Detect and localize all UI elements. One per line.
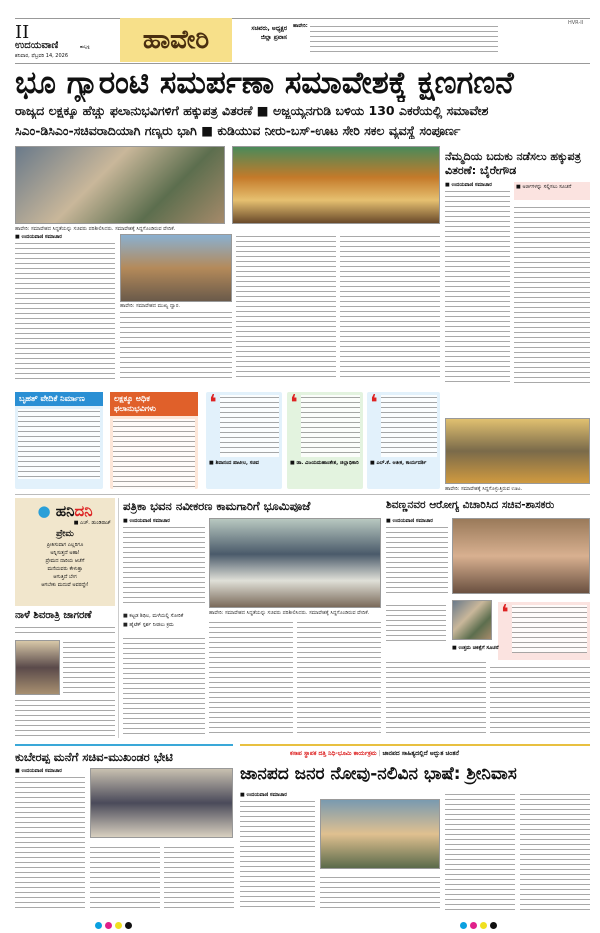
kuberappa-text-1 [15,775,85,910]
shivanna-portrait [452,600,492,640]
quote-mark-icon: ❛ [290,391,298,416]
column-title-b: ದನಿ [74,502,93,520]
press-photo-caption: ಹಾವೇರಿ: ಸಮಾವೇಶದ ಸಿದ್ಧತೆಯನ್ನು ಸಚಿವರು ಪರಿಶೀಲಿಸಿದರು. ಸಮಾವೇಶಕ್ಕೆ ಸಿದ್ಧಗೊಂಡಿರುವ ವೇದಿಕೆ. [209,610,370,616]
kuberappa-text-2 [90,845,160,910]
kuberappa-text-3 [164,845,234,910]
quote-text [220,395,279,457]
shivaratri-text-bottom [15,698,115,736]
lead-headline: ಭೂ ಗ್ಯಾರಂಟಿ ಸಮರ್ಪಣಾ ಸಮಾವೇಶಕ್ಕೆ ಕ್ಷಣಗಣನೆ [15,65,514,101]
side-story-text-2 [514,205,590,385]
poem-line: ಆಗುತ್ತಿದೆ ಬೇಗ [53,574,77,580]
poem-title: ಪ್ರೇಮ [56,529,74,539]
janapada-headline: ಜಾನಪದ ಜನರ ನೋವು-ನಲಿವಿನ ಭಾಷೆ: ಶ್ರೀನಿವಾಸ [240,764,517,784]
press-text-1 [123,525,205,605]
top-rule [15,18,590,19]
janapada-photo [320,799,440,869]
quote-mark-icon: ❛ [370,391,378,416]
janapada-text-1 [240,799,315,910]
section-rule [15,494,590,495]
lead-subheadline-2: ಸಿಎಂ-ಡಿಸಿಎಂ-ಸಚಿವರಾದಿಯಾಗಿ ಗಣ್ಯರು ಭಾಗಿ ■ ಕುಡಿಯುವ ನೀರು-ಬಸ್-ಊಟ ಸೇರಿ ಸಕಲ ವ್ಯವಸ್ಥೆ ಸಂಪೂರ್ಣ [15,123,461,138]
lead-text-col4 [340,234,440,381]
page-code: HVR-II [568,20,584,26]
shivanna-photo [452,518,590,594]
poem-line: ಪ್ರೇಮದ ದಾರಿಯ ಆಚೆಗೆ [45,558,85,564]
issue-date: ಶನಿವಾರ, ಫೆಬ್ರವರಿ 14, 2026 [15,53,69,59]
janapada-text-2 [320,875,440,910]
brief-dateline: ಹಾವೇರಿ: [293,23,308,29]
press-bhavan-headline: ಪತ್ರಿಕಾ ಭವನ ನವೀಕರಣ ಕಾಮಗಾರಿಗೆ ಭೂಮಿಪೂಜೆ [123,499,311,513]
gate-photo-caption: ಹಾವೇರಿ: ಸಮಾವೇಶದ ಮುಖ್ಯ ದ್ವಾರ. [120,303,180,309]
press-text-2 [123,636,205,736]
supplement-name: ಹುಬ್ಬಳ್ಳಿ [80,44,90,49]
quote-author: ■ ಎಲ್.ಕೆ. ಅತೀಕ, ಕಾರ್ಯದರ್ಶಿ [370,460,427,466]
city-banner: ಹಾವೇರಿ [120,18,232,62]
lead-text-col3 [236,234,336,381]
shivanna-text-2 [386,603,446,643]
poem-line: ಪ್ರೀತಿಸುವಾಗ ಎಲ್ಲರಿಗೂ [46,542,84,548]
quote-author: ■ ಶಿವಾನಂದ ಪಾಟೀಲ, ಸಚಿವ [209,460,259,466]
side-story-photo-caption: ಹಾವೇರಿ: ಸಮಾವೇಶಕ್ಕೆ ಸಿದ್ಧಗೊಳ್ಳುತ್ತಿರುವ ಊಟ. [445,486,523,492]
press-text-4 [297,620,381,736]
column-divider [118,498,119,738]
janapada-text-3 [445,792,515,910]
quote-text [301,395,360,457]
shivanna-text-4 [490,665,590,736]
poem [19,541,111,589]
quote-mark-icon: ❛ [501,601,509,626]
info-box-text [18,409,100,479]
column-title-a: ಹನಿ [55,502,75,520]
side-story-photo [445,418,590,484]
shivanna-text-3 [386,660,486,736]
press-text-3 [209,620,293,736]
quote-text [512,605,587,653]
quote-author: ■ ಡಾ. ವಿಜಯಮಹಾಂತೇಶ, ಜಿಲ್ಲಾಧಿಕಾರಿ [290,460,359,466]
quote-box-1 [206,392,282,489]
janapada-rule [240,744,590,746]
info-box-title: ಲಕ್ಷಕ್ಕೂ ಅಧಿಕ ಫಲಾನುಭವಿಗಳು [110,392,198,416]
drop-icon: ● [37,502,51,520]
quote-box-3 [367,392,440,489]
info-box-stage [15,392,103,489]
info-box-title: ಬೃಹತ್ ವೇದಿಕೆ ನಿರ್ಮಾಣ [15,392,103,406]
lead-text-col2 [120,310,232,381]
shivaratri-text-top [15,625,115,637]
press-pull-1: ■ ಕಟ್ಟಡ ಶಿಥಿಲ, ಮಳೆಯಲ್ಲಿ ಸೋರಿಕೆ [123,613,184,619]
kuberappa-photo [90,768,233,838]
shivanna-quote-box [498,602,590,660]
lead-text-col1 [15,241,115,381]
registration-marks-right [460,914,500,933]
quote-box-2 [287,392,363,489]
poem-line: ಅನ್ನಿಸುತ್ತದೆ ಅಹಾ! [50,550,80,556]
janapada-kicker: ಜಾನಪದ ಸಾಹಿತ್ಯದಲ್ಲಿದೆ ಅದ್ಭುತ ಚಿಂತನೆ [382,750,459,757]
janapada-text-4 [520,792,590,910]
janapada-kickers: ಕಸಾಪ ಸ್ಥಾಪಕ ದತ್ತಿ ನಿಧಿ-ಭೂಮಿ ಕಾರ್ಯಕ್ರಮ | ಜಾನಪದ ಸಾಹಿತ್ಯದಲ್ಲಿದೆ ಅದ್ಭುತ ಚಿಂತನೆ [290,750,459,757]
shivanna-headline: ಶಿವಣ್ಣನವರ ಆರೋಗ್ಯ ವಿಚಾರಿಸಿದ ಸಚಿವ-ಶಾಸಕರು [386,499,555,511]
kuberappa-byline: ■ ಉದಯವಾಣಿ ಸಮಾಚಾರ [15,768,62,774]
info-box-text [113,419,195,489]
brief-text [310,24,498,56]
poem-line: ಆಗಬೇಕು ಮದುವೆ ಅವರದ್ದೇ! [41,582,89,588]
side-story-byline: ■ ಉದಯವಾಣಿ ಸಮಾಚಾರ [445,182,492,188]
lead-subheadline-1: ರಾಜ್ಯದ ಲಕ್ಷಕ್ಕೂ ಹೆಚ್ಚು ಫಲಾನುಭವಿಗಳಿಗೆ ಹಕ್ಕುಪತ್ರ ವಿತರಣೆ ■ ಅಜ್ಜಯ್ಯನಗುಡಿ ಬಳಿಯ 130 ಎಕರೆಯಲ್ಲಿ ಸಮಾವೇಶ [15,103,489,118]
hani-dani-column [15,498,115,606]
janapada-kicker-red: ಕಸಾಪ ಸ್ಥಾಪಕ ದತ್ತಿ ನಿಧಿ-ಭೂಮಿ ಕಾರ್ಯಕ್ರಮ [290,750,377,757]
poem-line: ಮನೆಯವರು ಕೇಳುತ್ತಾ [47,566,83,572]
registration-marks-left [95,914,135,933]
quote-mark-icon: ❛ [209,391,217,416]
kuberappa-rule [15,744,233,746]
janapada-byline: ■ ಉದಯವಾಣಿ ಸಮಾಚಾರ [240,792,287,798]
shiva-photo [15,640,60,695]
lead-byline: ■ ಉದಯವಾಣಿ ಸಮಾಚಾರ [15,234,62,240]
lead-photo-inspection [15,146,225,224]
side-story-text-1 [445,189,510,384]
quote-text [381,395,437,457]
column-author: ■ ಎಚ್. ಡುಂಡಿರಾಜ್ [73,520,111,526]
press-pull-2: ■ ಹೈಟೆಕ್ ಸ್ಪರ್ಶ ನೀಡಲು ಕ್ರಮ [123,622,174,628]
info-box-beneficiaries [110,392,198,489]
press-photo [209,518,381,608]
paper-name: ಉದಯವಾಣಿ [15,40,59,51]
shivaratri-text-side [63,640,115,695]
edition-mark: II [15,22,30,43]
press-pulls [123,612,205,630]
side-story-headline: ನೆಮ್ಮದಿಯ ಬದುಕು ನಡೆಸಲು ಹಕ್ಕುಪತ್ರ ವಿತರಣೆ: ಬೈರೇಗೌಡ [445,150,581,177]
shivanna-pull: ■ ಉತ್ತಮ ಚಿಕಿತ್ಸೆಗೆ ಸೂಚನೆ [452,645,499,651]
press-byline: ■ ಉದಯವಾಣಿ ಸಮಾಚಾರ [123,518,170,524]
shivanna-text-1 [386,525,448,595]
kuberappa-headline: ಕುಬೇರಪ್ಪ ಮನೆಗೆ ಸಚಿವ-ಮುಖಂಡರ ಭೇಟಿ [15,750,173,764]
shivanna-byline: ■ ಉದಯವಾಣಿ ಸಮಾಚಾರ [386,518,433,524]
lead-photo-stage [232,146,440,224]
lead-photo-caption: ಹಾವೇರಿ: ಸಮಾವೇಶದ ಸಿದ್ಧತೆಯನ್ನು ಸಚಿವರು ಪರಿಶೀಲಿಸಿದರು. ಸಮಾವೇಶಕ್ಕೆ ಸಿದ್ಧಗೊಂಡಿರುವ ವೇದಿಕೆ. [15,226,176,232]
side-story-pull: ■ ಅರ್ಜಿಗಳನ್ನು ಸಲ್ಲಿಸಲು ಸೂಚನೆ [514,182,590,200]
shivaratri-headline: ನಾಳೆ ಶಿವರಾತ್ರಿ ಜಾಗರಣೆ [15,610,92,621]
brief-title: ಸಚಿವರು, ಅಧ್ಯಕ್ಷರ ಜಿಲ್ಲಾ ಪ್ರವಾಸ [251,25,287,41]
lead-photo-gate [120,234,232,302]
